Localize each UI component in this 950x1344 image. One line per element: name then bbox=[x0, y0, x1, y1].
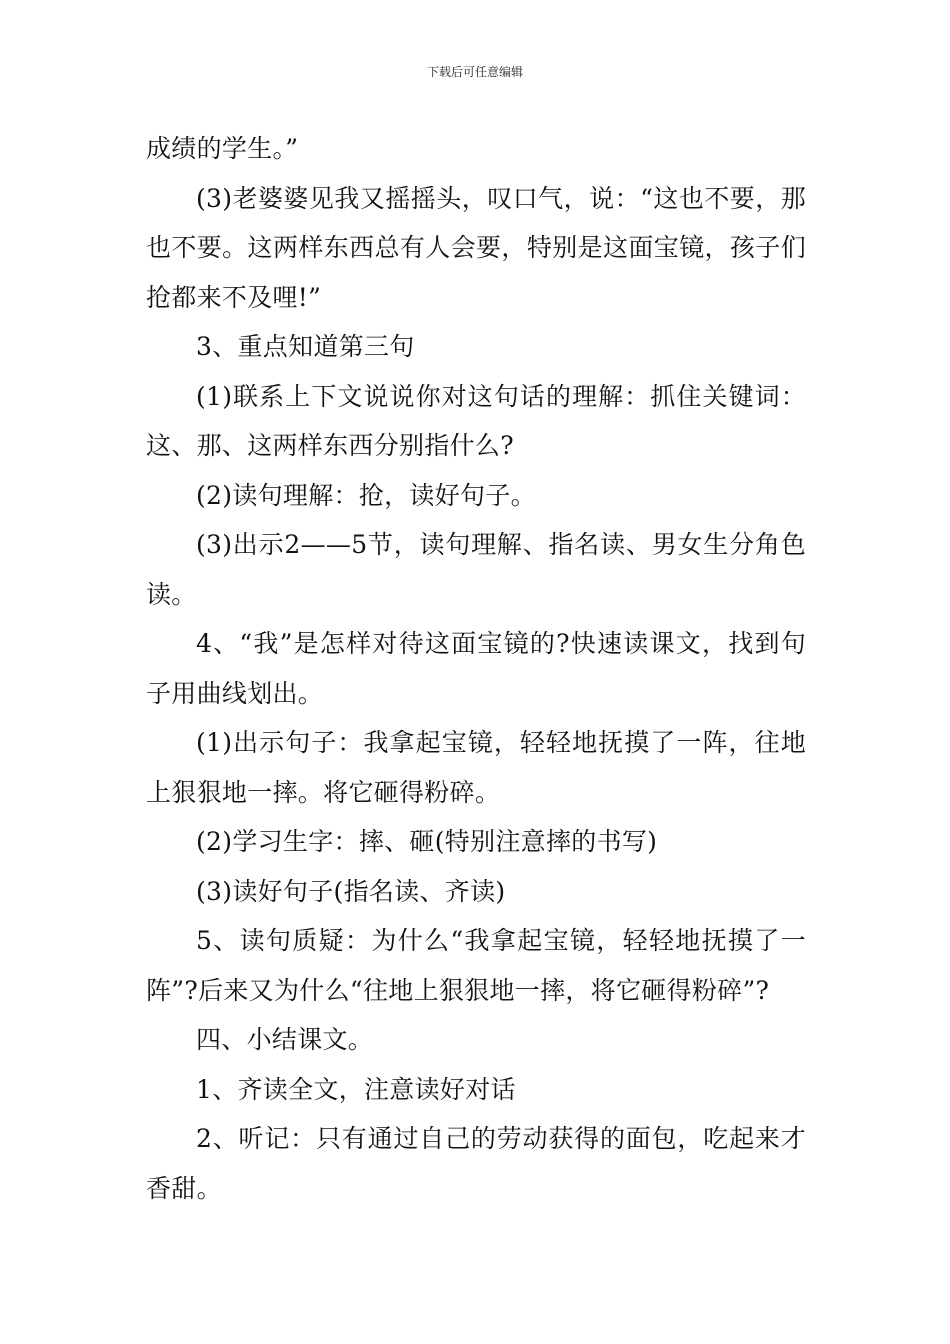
page-header-note: 下载后可任意编辑 bbox=[426, 65, 523, 79]
paragraph-8: (2)学习生字：摔、砸(特别注意摔的书写) bbox=[196, 827, 658, 856]
paragraph-2: 3、重点知道第三句 bbox=[196, 332, 415, 361]
paragraph-6: 4、“我”是怎样对待这面宝镜的?快速读课文，找到句子用曲线划出。 bbox=[146, 629, 806, 708]
paragraph-1: (3)老婆婆见我又摇摇头，叹口气，说：“这也不要，那也不要。这两样东西总有人会要，特别是这面宝镜，孩子们抢都来不及哩!” bbox=[146, 183, 806, 312]
paragraph-10: 5、读句质疑：为什么“我拿起宝镜，轻轻地抚摸了一阵”?后来又为什么“往地上狠狠地一摔，将它砸得粉碎”? bbox=[146, 926, 806, 1005]
document-body bbox=[146, 124, 806, 1213]
paragraph-7: (1)出示句子：我拿起宝镜，轻轻地抚摸了一阵，往地上狠狠地一摔。将它砸得粉碎。 bbox=[146, 728, 806, 807]
paragraph-13: 2、听记：只有通过自己的劳动获得的面包，吃起来才香甜。 bbox=[146, 1124, 806, 1203]
paragraph-5: (3)出示2——5节，读句理解、指名读、男女生分角色读。 bbox=[146, 530, 806, 609]
paragraph-3: (1)联系上下文说说你对这句话的理解：抓住关键词：这、那、这两样东西分别指什么? bbox=[146, 381, 806, 460]
paragraph-9: (3)读好句子(指名读、齐读) bbox=[196, 876, 506, 906]
paragraph-0: 成绩的学生。” bbox=[146, 134, 299, 163]
paragraph-11: 四、小结课文。 bbox=[196, 1025, 374, 1054]
paragraph-12: 1、齐读全文，注意读好对话 bbox=[196, 1074, 516, 1104]
paragraph-4: (2)读句理解：抢，读好句子。 bbox=[196, 480, 536, 510]
